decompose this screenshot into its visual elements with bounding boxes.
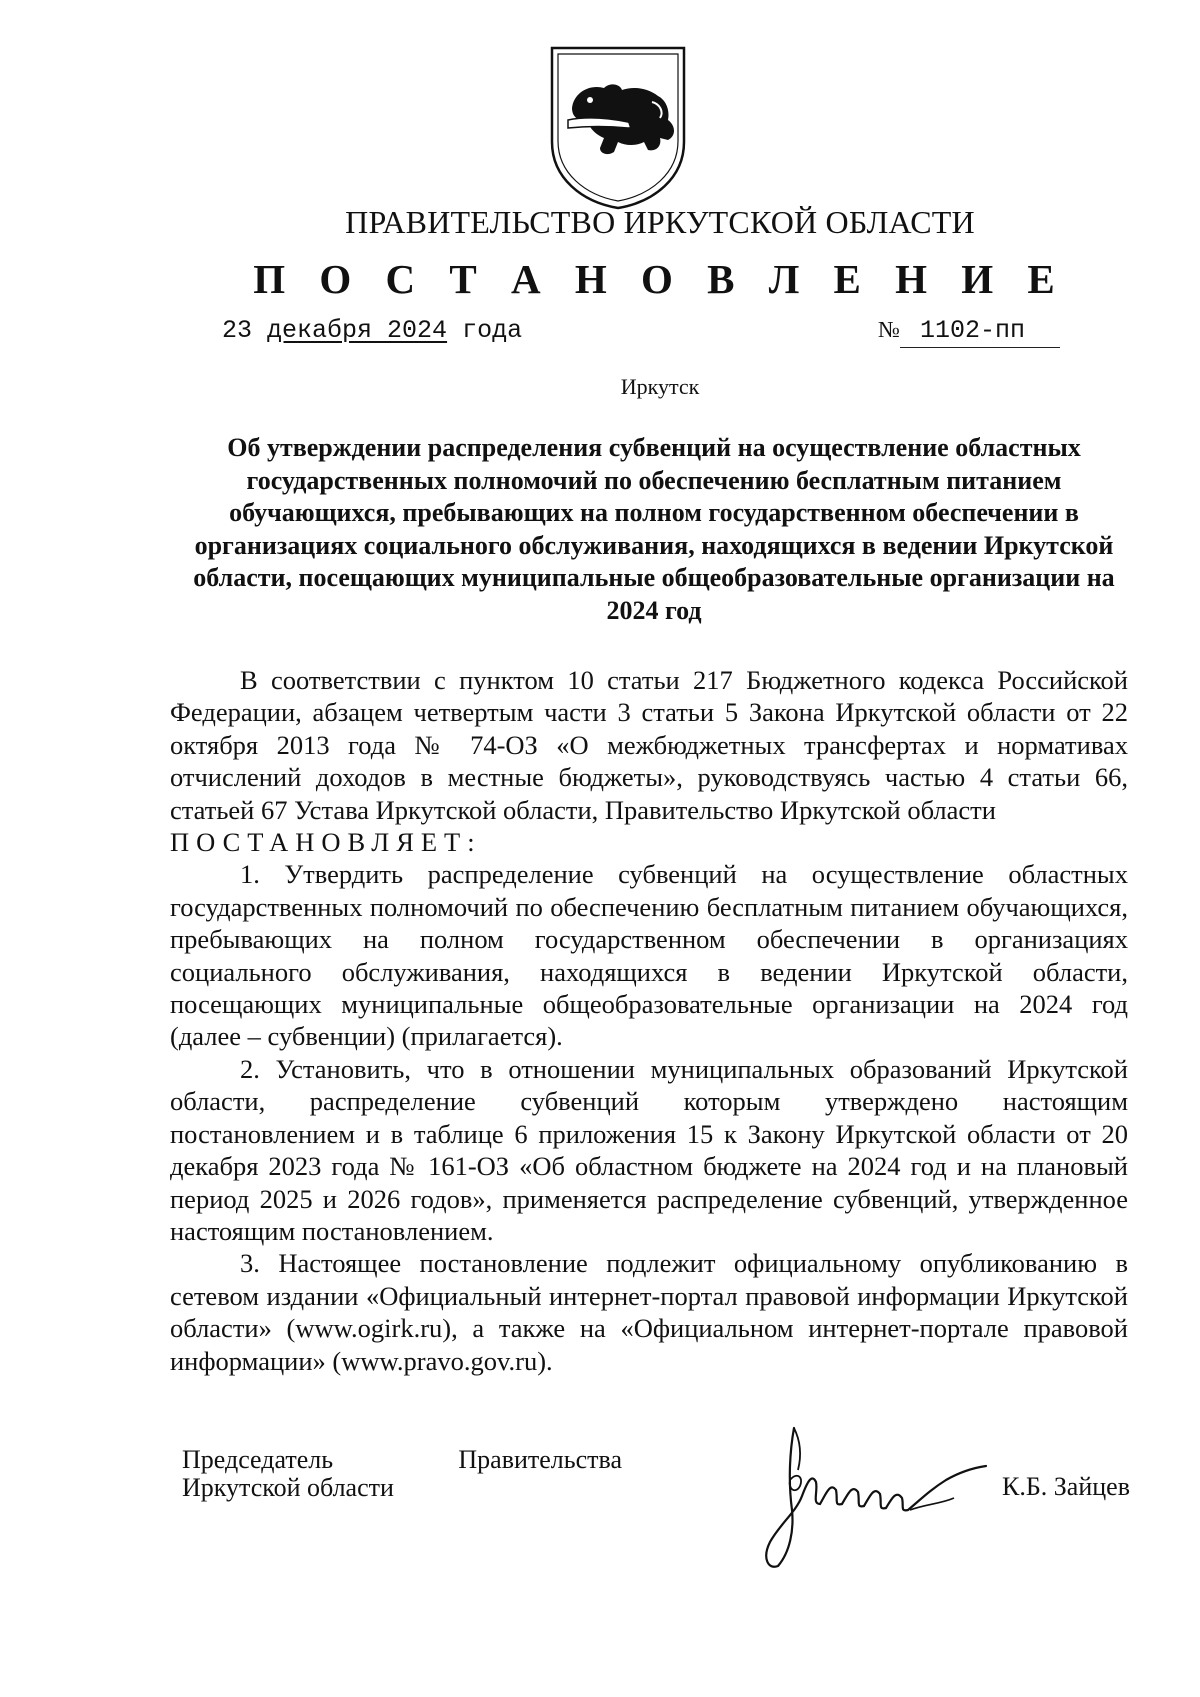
- resolves-word: ПОСТАНОВЛЯЕТ:: [170, 827, 482, 858]
- date-suffix: года: [462, 316, 523, 345]
- signatory-position: [182, 1446, 622, 1502]
- preamble: В соответствии с пунктом 10 статьи 217 Бюджетного кодекса Российской Федерации, абзацем четвертым части 3 статьи 5 Закона Иркутской области от 22 октября 2013 года № 74-ОЗ «О межбюджетных трансфертах и нормативах отчислений доходов в местные бюджеты», руководствуясь частью 4 статьи 66, статьей 67 Устава Иркутской области, Правительство Иркутской области: [170, 665, 1128, 825]
- item-2: 2. Установить, что в отношении муниципальных образований Иркутской области, распределение субвенций которым утверждено настоящим постановлением и в таблице 6 приложения 15 к Закону Иркутской области от 20 декабря 2023 года № 161-ОЗ «Об областном бюджете на 2024 год и на плановый период 2025 и 2026 годов», применяется распределение субвенций, утвержденное настоящим постановлением.: [170, 1053, 1128, 1246]
- date-day: 23: [222, 316, 253, 345]
- position-word-1: Председатель: [182, 1445, 334, 1474]
- handwritten-signature: [750, 1420, 1010, 1570]
- item-3: 3. Настоящее постановление подлежит официальному опубликованию в сетевом издании «Официальный интернет-портал правовой информации Иркутской области» (www.ogirk.ru), а также на «Официальном интернет-портале правовой информации» (www.pravo.gov.ru).: [170, 1248, 1128, 1376]
- number-sign: №: [878, 317, 900, 342]
- document-subject: Об утверждении распределения субвенций на осуществление областных государственных полномочий по обеспечению бесплатным питанием обучающихся, пребывающих на полном государственном обеспечении в организациях социального обслуживания, находящихся в ведении Иркутской области, посещающих муниципальные общеобразовательные организации на 2024 год: [193, 433, 1115, 625]
- signatory-name: К.Б. Зайцев: [1002, 1472, 1130, 1501]
- position-word-2: Правительства: [458, 1445, 622, 1474]
- document-date: [222, 316, 522, 345]
- date-month-year: декабря 2024: [267, 316, 448, 345]
- position-line-2: Иркутской области: [182, 1473, 394, 1502]
- number-value: 1102-пп: [900, 316, 1060, 348]
- document-body: [170, 664, 1128, 1377]
- coat-of-arms-icon: [548, 42, 688, 212]
- city: Иркутск: [620, 374, 700, 399]
- document-number: [878, 316, 1060, 348]
- document-type: П О С Т А Н О В Л Е Н И Е: [253, 256, 1067, 302]
- item-1: 1. Утвердить распределение субвенций на осуществление областных государственных полномочий по обеспечению бесплатным питанием обучающихся, пребывающих на полном государственном обеспечении в организациях социального обслуживания, находящихся в ведении Иркутской области, посещающих муниципальные общеобразовательные организации на 2024 год (далее – субвенции) (прилагается).: [170, 859, 1128, 1052]
- government-title: ПРАВИТЕЛЬСТВО ИРКУТСКОЙ ОБЛАСТИ: [345, 204, 975, 240]
